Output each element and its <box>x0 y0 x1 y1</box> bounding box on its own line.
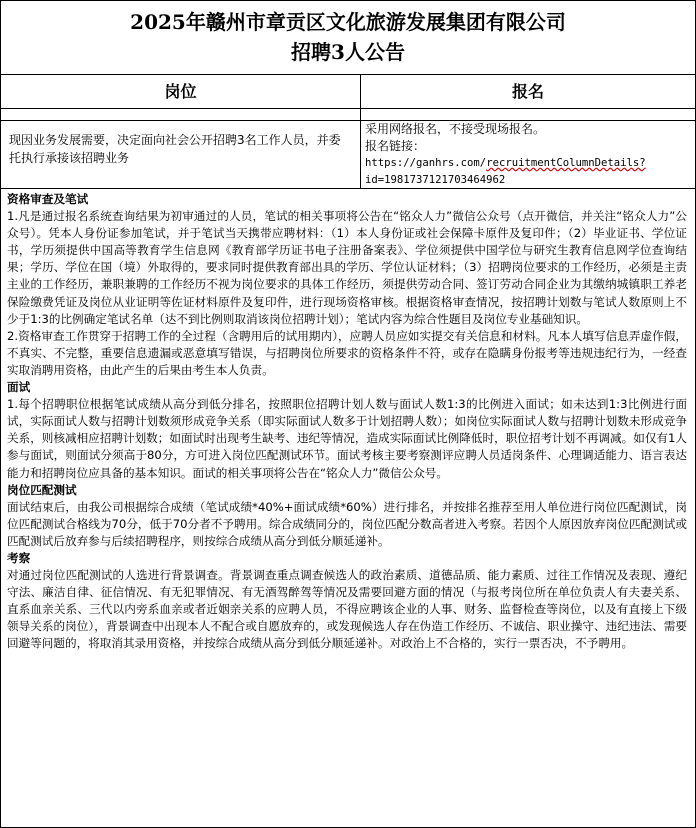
qualification-paragraph-1: 1.凡是通过报名系统查询结果为初审通过的人员，笔试的相关事项将公告在“铭众人力”微信公众号（点开微信，并关注“铭众人力”公众号）。凭本人身份证参加笔试，并于笔试当天携带应聘材料：（1）本人身份证或社会保障卡原件及复印件；（2）毕业证书、学位证书，学历须提供中国高等教育学生信息网《教育部学历证书电子注册备案表》、学位须提供中国学位与研究生教育信息网学位查询结果；学历、学位在国（境）外取得的，要求同时提供教育部出具的学历、学位认证材料；（3）招聘岗位要求的工作经历，必须是主责主业的工作经历，兼职兼聘的工作经历不视为岗位要求的具体工作经历，须提供劳动合同、签订劳动合同企业为其缴纳城镇职工养老保险缴费凭证及岗位从业证明等佐证材料原件及复印件，进行现场资格审核。根据资格审查情况，按招聘计划数与笔试人数原则上不少于1:3的比例确定笔试名单（达不到比例则取消该岗位招聘计划）；笔试内容为综合性题目及岗位专业基础知识。 <box>7 209 687 326</box>
empty-cell-left <box>1 109 361 121</box>
matching-paragraph-1: 面试结束后，由我公司根据综合成绩（笔试成绩*40%+面试成绩*60%）进行排名，并按排名推荐至用人单位进行岗位匹配测试，岗位匹配测试合格线为70分，低于70分者不予聘用。综合成绩同分的，岗位匹配分数高者进入考察。若因个人原因放弃岗位匹配测试或匹配测试后放弃参与后续招聘程序，则按综合成绩从高分到低分顺延递补。 <box>7 499 687 548</box>
registration-info <box>361 121 695 189</box>
registration-link[interactable] <box>365 155 689 189</box>
header-registration: 报名 <box>361 75 695 109</box>
section-heading-inspection: 考察 <box>7 550 31 565</box>
registration-method: 采用网络报名，不接受现场报名。 <box>365 122 546 136</box>
section-heading-qualification: 资格审查及笔试 <box>7 192 89 206</box>
registration-link-part-2[interactable]: recruitmentColumnDetails? <box>486 157 646 169</box>
title-line-1: 2025年赣州市章贡区文化旅游发展集团有限公司 <box>130 10 566 34</box>
position-description: 现因业务发展需要，决定面向社会公开招聘3名工作人员，并委托执行承接该招聘业务 <box>1 121 361 189</box>
empty-cell-right <box>361 109 695 121</box>
document-title <box>1 1 695 75</box>
section-heading-interview: 面试 <box>7 380 31 395</box>
inspection-paragraph-1: 对通过岗位匹配测试的人选进行背景调查。背景调查重点调查候选人的政治素质、道德品质、能力素质、过往工作情况及表现、遵纪守法、廉洁自律、征信情况、有无犯罪情况、有无酒驾醉驾等情况及需要回避方面的情况（与报考岗位所在单位负责人有夫妻关系、直系血亲关系、三代以内旁系血亲或者近姻亲关系的应聘人员，不得应聘该企业的人事、财务、监督检查等岗位，以及有直接上下级领导关系的岗位），背景调查中出现本人不配合或自愿放弃的，或发现候选人存在伪造工作经历、不诚信、职业操守、违纪违法、需要回避等问题的，将取消其录用资格，并按综合成绩从高分到低分顺延递补。对政治上不合格的，实行一票否决，不予聘用。 <box>7 568 687 651</box>
interview-paragraph-1: 1.每个招聘职位根据笔试成绩从高分到低分排名，按照职位招聘计划人数与面试人数1:3的比例进入面试；如未达到1:3比例进行面试，实际面试人数与招聘计划数须形成竞争关系（即实际面试人数多于计划招聘人数）；如岗位实际面试人数与招聘计划数未形成竞争关系，则核减相应招聘计划数；如面试时出现考生缺考、违纪等情况，造成实际面试比例降低时，职位招考计划不再调减。如仅有1人参与面试，则面试分须高于80分，方可进入岗位匹配测试环节。面试考核主要考察测评应聘人员适岗条件、心理调适能力、语言表达能力和招聘岗位应具备的基本知识。面试的相关事项将公告在“铭众人力”微信公众号。 <box>7 397 687 480</box>
registration-link-label: 报名链接： <box>365 139 426 153</box>
title-line-2: 招聘3人公告 <box>291 40 405 64</box>
registration-link-part-3[interactable]: id=1981737121703464962 <box>365 174 506 186</box>
section-heading-matching: 岗位匹配测试 <box>7 482 77 497</box>
header-position: 岗位 <box>1 75 361 109</box>
qualification-paragraph-2: 2.资格审查工作贯穿于招聘工作的全过程（含聘用后的试用期内），应聘人员应如实提交有关信息和材料。凡本人填写信息弄虚作假，不真实、不完整，重要信息遗漏或恶意填写错误，与招聘岗位所要求的资格条件不符，或存在隐瞒身份报考等违规违纪行为，一经查实取消聘用资格，由此产生的后果由考生本人负责。 <box>7 328 687 377</box>
registration-link-part-1[interactable]: https://ganhrs.com/ <box>365 157 487 169</box>
announcement-body <box>1 189 695 653</box>
